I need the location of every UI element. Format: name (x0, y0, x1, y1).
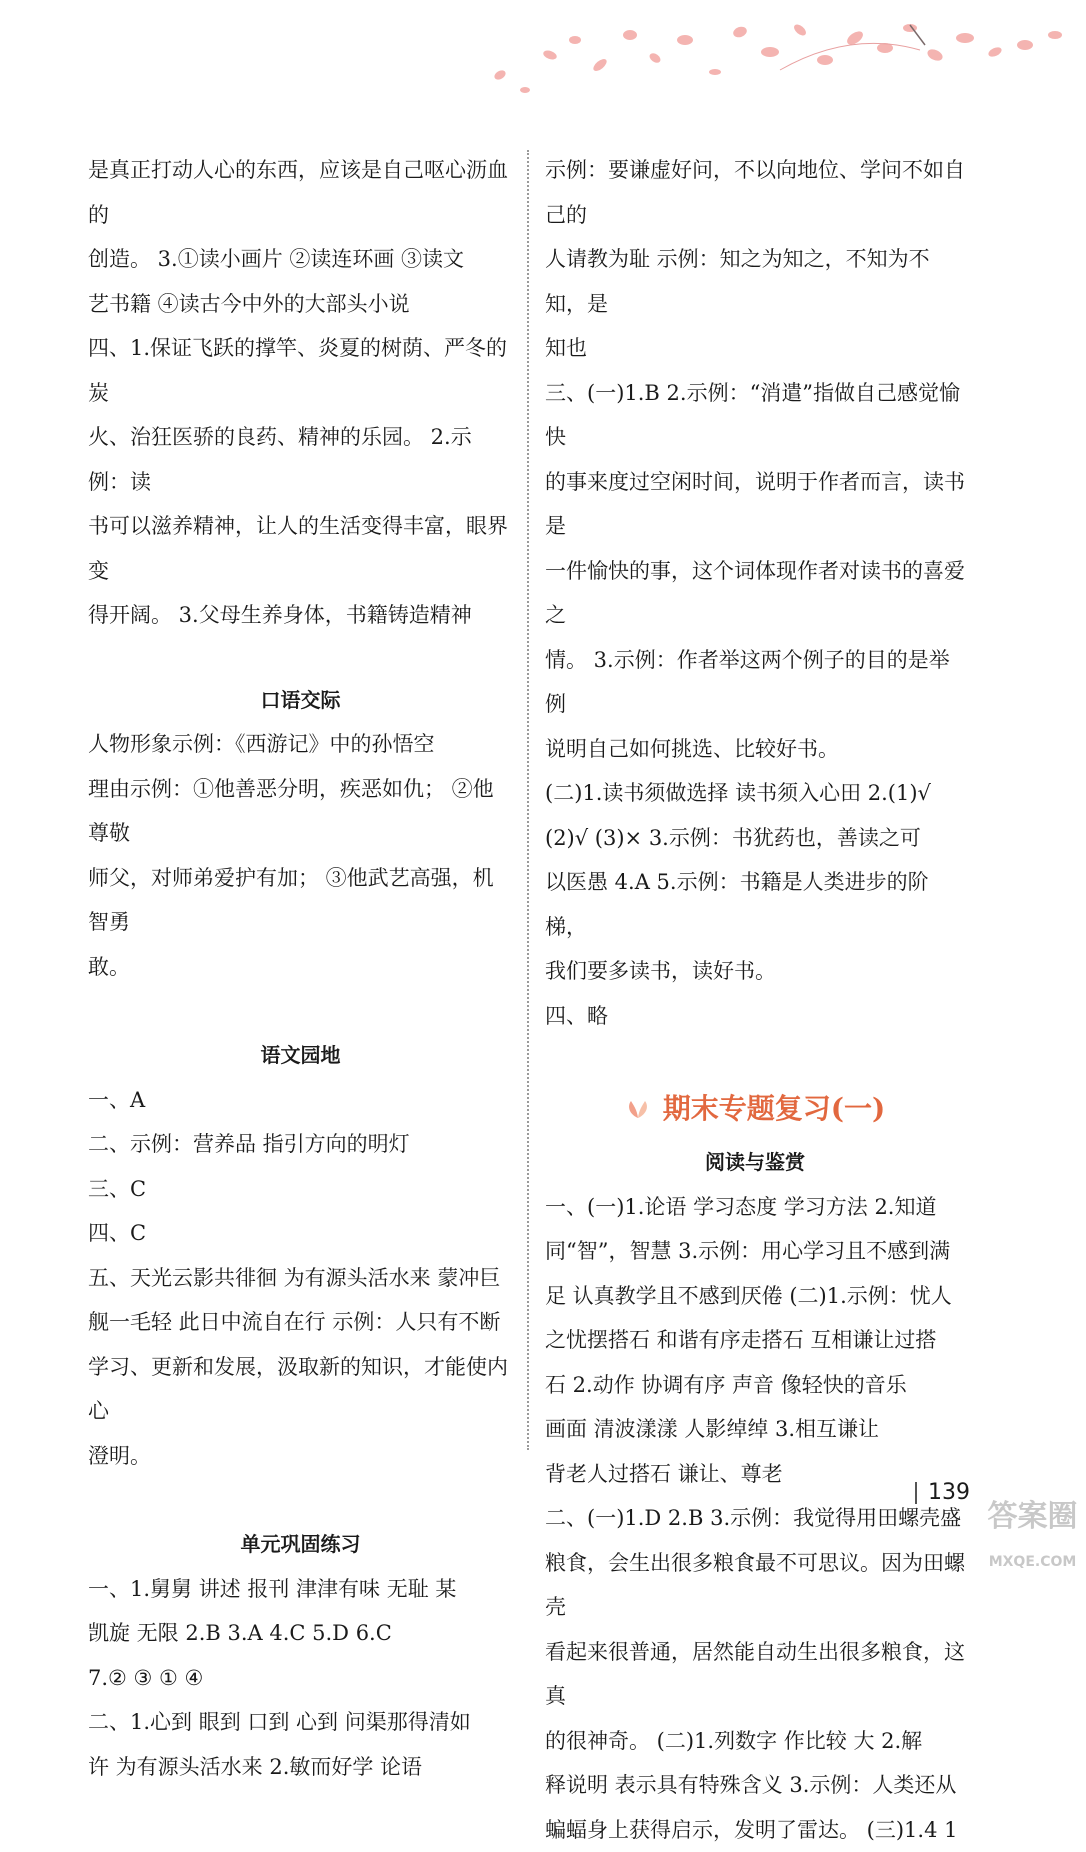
section-title-final-review (545, 1078, 965, 1140)
page-number: 139 (928, 1480, 970, 1505)
text-line: 三、C (88, 1167, 513, 1212)
text-line: 学习、更新和发展，汲取新的知识，才能使内心 (88, 1345, 513, 1434)
text-line: 看起来很普通，居然能自动生出很多粮食，这真 (545, 1630, 965, 1719)
text-line: 释说明 表示具有特殊含义 3.示例：人类还从 (545, 1763, 965, 1808)
text-line: 澄明。 (88, 1434, 513, 1479)
text-line: 二、1.心到 眼到 口到 心到 问渠那得清如 (88, 1700, 513, 1745)
text-line: 师父，对师弟爱护有加； ③他武艺高强，机智勇 (88, 856, 513, 945)
text-line: 足 认真教学且不感到厌倦 (二)1.示例：忧人 (545, 1274, 965, 1319)
text-line: 火、治狂医骄的良药、精神的乐园。 2.示例：读 (88, 415, 513, 504)
text-line: 人请教为耻 示例：知之为知之，不知为不知，是 (545, 237, 965, 326)
text-line: 的很神奇。 (二)1.列数字 作比较 大 2.解 (545, 1719, 965, 1764)
watermark-url: MXQE.COM (985, 1547, 1080, 1577)
left-column (88, 148, 513, 1789)
text-line: 是真正打动人心的东西，应该是自己呕心沥血的 (88, 148, 513, 237)
text-line: 一件愉快的事，这个词体现作者对读书的喜爱之 (545, 549, 965, 638)
text-line: 创造。 3.①读小画片 ②读连环画 ③读文 (88, 237, 513, 282)
text-line: 7.② ③ ① ④ (88, 1656, 513, 1701)
text-line: 得开阔。 3.父母生养身体，书籍铸造精神 (88, 593, 513, 638)
text-line: 人物形象示例：《西游记》中的孙悟空 (88, 722, 513, 767)
section-heading-garden: 语文园地 (88, 1033, 513, 1078)
text-line: 理由示例：①他善恶分明，疾恶如仇； ②他尊敬 (88, 767, 513, 856)
text-line: 说明自己如何挑选、比较好书。 (545, 727, 965, 772)
watermark-text: 答案圈 (985, 1487, 1080, 1547)
text-line: 二、(一)1.D 2.B 3.示例：我觉得用田螺壳盛 (545, 1496, 965, 1541)
answer-block-6 (545, 1185, 965, 1852)
text-line: 一、A (88, 1078, 513, 1123)
text-line: 之忧摆搭石 和谐有序走搭石 互相谦让过搭 (545, 1318, 965, 1363)
text-line: 二、示例：营养品 指引方向的明灯 (88, 1122, 513, 1167)
text-line: 舰一毛轻 此日中流自在行 示例：人只有不断 (88, 1300, 513, 1345)
text-line: (2)√ (3)× 3.示例：书犹药也，善读之可 (545, 816, 965, 861)
text-line: 一、1.舅舅 讲述 报刊 津津有味 无耻 某 (88, 1567, 513, 1612)
text-line: (二)1.读书须做选择 读书须入心田 2.(1)√ (545, 771, 965, 816)
text-line: 知也 (545, 326, 965, 371)
petal-decoration (480, 10, 1080, 110)
text-line: 粮食，会生出很多粮食最不可思议。因为田螺壳 (545, 1541, 965, 1630)
text-line: 情。 3.示例：作者举这两个例子的目的是举例 (545, 638, 965, 727)
page-number-bar (915, 1482, 917, 1504)
text-line: 背老人过搭石 谦让、尊老 (545, 1452, 965, 1497)
text-line: 石 2.动作 协调有序 声音 像轻快的音乐 (545, 1363, 965, 1408)
text-line: 凯旋 无限 2.B 3.A 4.C 5.D 6.C (88, 1611, 513, 1656)
text-line: 一、(一)1.论语 学习态度 学习方法 2.知道 (545, 1185, 965, 1230)
text-line: 以医愚 4.A 5.示例：书籍是人类进步的阶梯， (545, 860, 965, 949)
answer-block-3 (88, 1078, 513, 1479)
text-line: 四、1.保证飞跃的撑竿、炎夏的树荫、严冬的炭 (88, 326, 513, 415)
answer-block-1 (88, 148, 513, 638)
text-line: 蝙蝠身上获得启示，发明了雷达。 (三)1.4 1 (545, 1808, 965, 1852)
column-divider (527, 150, 529, 1450)
section-heading-oral: 口语交际 (88, 678, 513, 723)
text-line: 的事来度过空闲时间，说明于作者而言，读书是 (545, 460, 965, 549)
text-line: 示例：要谦虚好问，不以向地位、学问不如自己的 (545, 148, 965, 237)
answer-block-2 (88, 722, 513, 989)
text-line: 四、C (88, 1211, 513, 1256)
text-line: 艺书籍 ④读古今中外的大部头小说 (88, 282, 513, 327)
section-title-text: 期末专题复习(一) (663, 1087, 886, 1132)
text-line: 书可以滋养精神，让人的生活变得丰富，眼界变 (88, 504, 513, 593)
leaf-icon (625, 1098, 651, 1120)
text-line: 三、(一)1.B 2.示例：“消遣”指做自己感觉愉快 (545, 371, 965, 460)
text-line: 敢。 (88, 945, 513, 990)
text-line: 画面 清波漾漾 人影绰绰 3.相互谦让 (545, 1407, 965, 1452)
text-line: 我们要多读书，读好书。 (545, 949, 965, 994)
right-column (545, 148, 965, 1852)
answer-block-5 (545, 148, 965, 1038)
text-line: 许 为有源头活水来 2.敏而好学 论语 (88, 1745, 513, 1790)
text-line: 五、天光云影共徘徊 为有源头活水来 蒙冲巨 (88, 1256, 513, 1301)
text-line: 四、略 (545, 994, 965, 1039)
watermark-logo (985, 1487, 1080, 1592)
section-heading-reading: 阅读与鉴赏 (545, 1140, 965, 1185)
text-line: 同“智”，智慧 3.示例：用心学习且不感到满 (545, 1229, 965, 1274)
section-heading-unit-practice: 单元巩固练习 (88, 1522, 513, 1567)
